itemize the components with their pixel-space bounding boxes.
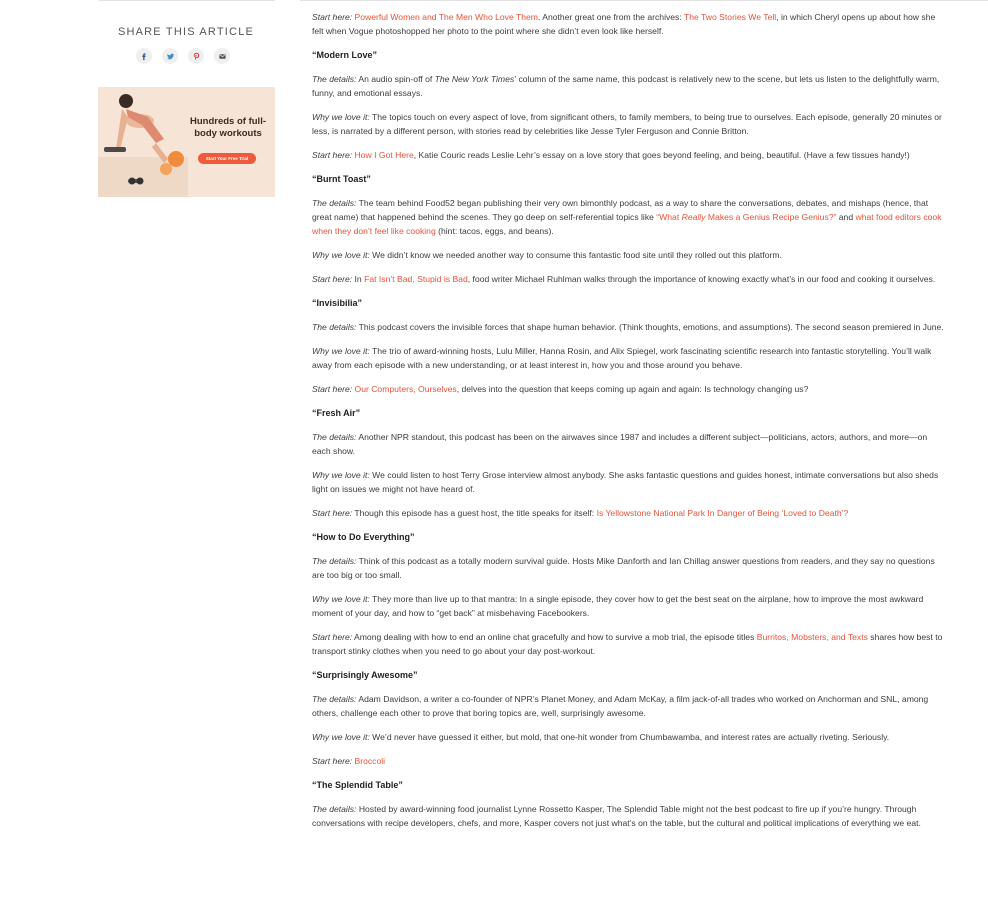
details-label: The details: (312, 556, 357, 566)
pinterest-icon[interactable] (188, 48, 204, 64)
text: An audio spin-off of (356, 74, 435, 84)
text: The topics touch on every aspect of love, from significant others, to family members, to being true to ourselves. Each episode, generally 20 minutes or less, is narrated by a different person, with stories read by celebrities like Jesse Tyler Ferguson and Connie Britton. (312, 112, 942, 136)
podcast-title: “Fresh Air” (312, 408, 361, 418)
start-label: Start here: (312, 756, 353, 766)
why-label: Why we love it: (312, 594, 370, 604)
start-label: Start here: (312, 12, 353, 22)
podcast-title: “Surprisingly Awesome” (312, 670, 418, 680)
text: Makes a Genius Recipe Genius?” (705, 212, 837, 222)
episode-link-yellowstone[interactable]: Is Yellowstone National Park In Danger of Being ‘Loved to Death’? (596, 508, 849, 518)
text: , delves into the question that keeps coming up again and again: Is technology changing us? (456, 384, 809, 394)
text: , in which Cheryl opens up about how she felt when Vogue photoshopped her photo to the point where she didn’t even look like herself. (312, 12, 936, 36)
podcast-title: “Invisibilia” (312, 298, 363, 308)
start-label: Start here: (312, 508, 353, 518)
podcast-title: “Burnt Toast” (312, 174, 371, 184)
text: and (836, 212, 856, 222)
details-label: The details: (312, 74, 357, 84)
why-paragraph (312, 468, 944, 496)
episode-link-genius-recipe[interactable] (656, 212, 836, 222)
facebook-icon[interactable] (136, 48, 152, 64)
details-paragraph (312, 692, 944, 720)
details-paragraph (312, 196, 944, 238)
text: The trio of award-winning hosts, Lulu Miller, Hanna Rosin, and Alix Spiegel, work fascinating scientific research into fantastic storytelling. You’ll walk away from each episode with a new understanding, or at least interest in, how you and those around you behave. (312, 346, 932, 370)
episode-link-burritos[interactable]: Burritos, Mobsters, and Texts (756, 632, 868, 642)
start-label: Start here: (312, 384, 353, 394)
text: Really (681, 212, 706, 222)
details-label: The details: (312, 198, 357, 208)
intro-paragraph (312, 10, 944, 38)
podcast-title: “How to Do Everything” (312, 532, 415, 542)
start-paragraph (312, 148, 944, 162)
why-paragraph (312, 110, 944, 138)
text: We’d never have guessed it either, but mold, that one-hit wonder from Chumbawamba, and interest rates are actually riveting. Seriously. (369, 732, 890, 742)
sidebar-top-rule (99, 0, 275, 1)
why-paragraph (312, 248, 944, 262)
article-body (312, 10, 944, 840)
text: We didn’t know we needed another way to consume this fantastic food site until they rolled out this platform. (369, 250, 782, 260)
intro-link-powerful-women[interactable]: Powerful Women and The Men Who Love Them (354, 12, 538, 22)
text: column of the same name, this podcast is relatively new to the scene, but lets us listen to the delightfully warm, funny, and emotional essays. (312, 74, 940, 98)
start-paragraph (312, 272, 944, 286)
text: This podcast covers the invisible forces that shape human behavior. (Think thoughts, emotions, and assumptions). The second season premiered in June. (356, 322, 944, 332)
start-label: Start here: (312, 274, 353, 284)
text: , food writer Michael Ruhlman walks through the importance of knowing exactly what’s in our food and cooking it ourselves. (467, 274, 936, 284)
ad-headline: Hundreds of full-body workouts (190, 116, 266, 139)
publication-name: The New York Times’ (434, 74, 517, 84)
podcast-title: “The Splendid Table” (312, 780, 403, 790)
share-icons (136, 48, 230, 64)
why-paragraph (312, 592, 944, 620)
why-label: Why we love it: (312, 732, 370, 742)
why-label: Why we love it: (312, 250, 370, 260)
details-paragraph (312, 430, 944, 458)
text: Hosted by award-winning food journalist Lynne Rossetto Kasper, The Splendid Table might not the best podcast to fire up if you’re hungry. Through conversations with recipe developers, chefs, and more, Kasper covers not just what’s on the table, but the cultural and political implications of everything we eat. (312, 804, 921, 828)
start-paragraph (312, 630, 944, 658)
twitter-icon[interactable] (162, 48, 178, 64)
text: . Another great one from the archives: (537, 12, 684, 22)
text: In (352, 274, 365, 284)
text: (hint: tacos, eggs, and beans). (435, 226, 554, 236)
why-paragraph (312, 730, 944, 744)
start-paragraph (312, 506, 944, 520)
why-paragraph (312, 344, 944, 372)
text: Another NPR standout, this podcast has been on the airwaves since 1987 and includes a different subject—politicians, actors, authors, and more—on each show. (312, 432, 928, 456)
text: Think of this podcast as a totally modern survival guide. Hosts Mike Danforth and Ian Chillag answer questions from readers, and they say no questions are too big or too small. (312, 556, 935, 580)
start-label: Start here: (312, 632, 353, 642)
episode-link-broccoli[interactable]: Broccoli (354, 756, 386, 766)
workout-ad-banner[interactable] (98, 87, 275, 197)
details-paragraph (312, 802, 944, 830)
email-icon[interactable] (214, 48, 230, 64)
start-label: Start here: (312, 150, 353, 160)
intro-link-two-stories[interactable]: The Two Stories We Tell (683, 12, 777, 22)
start-paragraph (312, 754, 944, 768)
podcast-title: “Modern Love” (312, 50, 378, 60)
episode-link-fat-isnt-bad[interactable]: Fat Isn’t Bad, Stupid is Bad (364, 274, 468, 284)
details-label: The details: (312, 432, 357, 442)
share-title: SHARE THIS ARTICLE (117, 26, 255, 38)
text: shares how best to transport stinky clothes when you need to go about your day post-workout. (312, 632, 943, 656)
text: They more than live up to that mantra: In a single episode, they cover how to get the best seat on the airplane, how to improve the most awkward moment of your day, and how to “get back” at misbehaving Facebookers. (312, 594, 924, 618)
text: , Katie Couric reads Leslie Lehr’s essay on a love story that goes beyond feeling, and being, beautiful. (Have a few tissues handy!) (413, 150, 910, 160)
text: The team behind Food52 began publishing their very own bimonthly podcast, as a way to share the conversations, debates, and mishaps (hence, that great name) that happened behind the scenes. They go deep on self-referential topics like (312, 198, 929, 222)
text: “What (656, 212, 682, 222)
ad-cta-button[interactable]: Start Your Free Trial (198, 153, 256, 164)
details-label: The details: (312, 322, 357, 332)
text: Adam Davidson, a writer a co-founder of NPR’s Planet Money, and Adam McKay, a film jack-of-all trades who worked on Anchorman and SNL, among others, challenge each other to prove that boring topics are, well, surprisingly awesome. (312, 694, 929, 718)
why-label: Why we love it: (312, 470, 370, 480)
details-paragraph (312, 554, 944, 582)
why-label: Why we love it: (312, 112, 370, 122)
details-label: The details: (312, 804, 357, 814)
workout-illustration (98, 87, 188, 197)
details-label: The details: (312, 694, 357, 704)
text: Among dealing with how to end an online chat gracefully and how to survive a mob trial, the episode titles (352, 632, 757, 642)
details-paragraph (312, 72, 944, 100)
text: Though this episode has a guest host, the title speaks for itself: (352, 508, 597, 518)
why-label: Why we love it: (312, 346, 370, 356)
details-paragraph (312, 320, 944, 334)
text: We could listen to host Terry Grose interview almost anybody. She asks fantastic questions and guides honest, intimate conversations but also sheds light on issues we might not have heard of. (312, 470, 939, 494)
episode-link-our-computers[interactable]: Our Computers, Ourselves (354, 384, 457, 394)
start-paragraph (312, 382, 944, 396)
article-top-rule (300, 0, 988, 1)
episode-link-food-editors[interactable]: what food editors cook when they don’t feel like cooking (312, 212, 942, 236)
episode-link-how-i-got-here[interactable]: How I Got Here (354, 150, 414, 160)
